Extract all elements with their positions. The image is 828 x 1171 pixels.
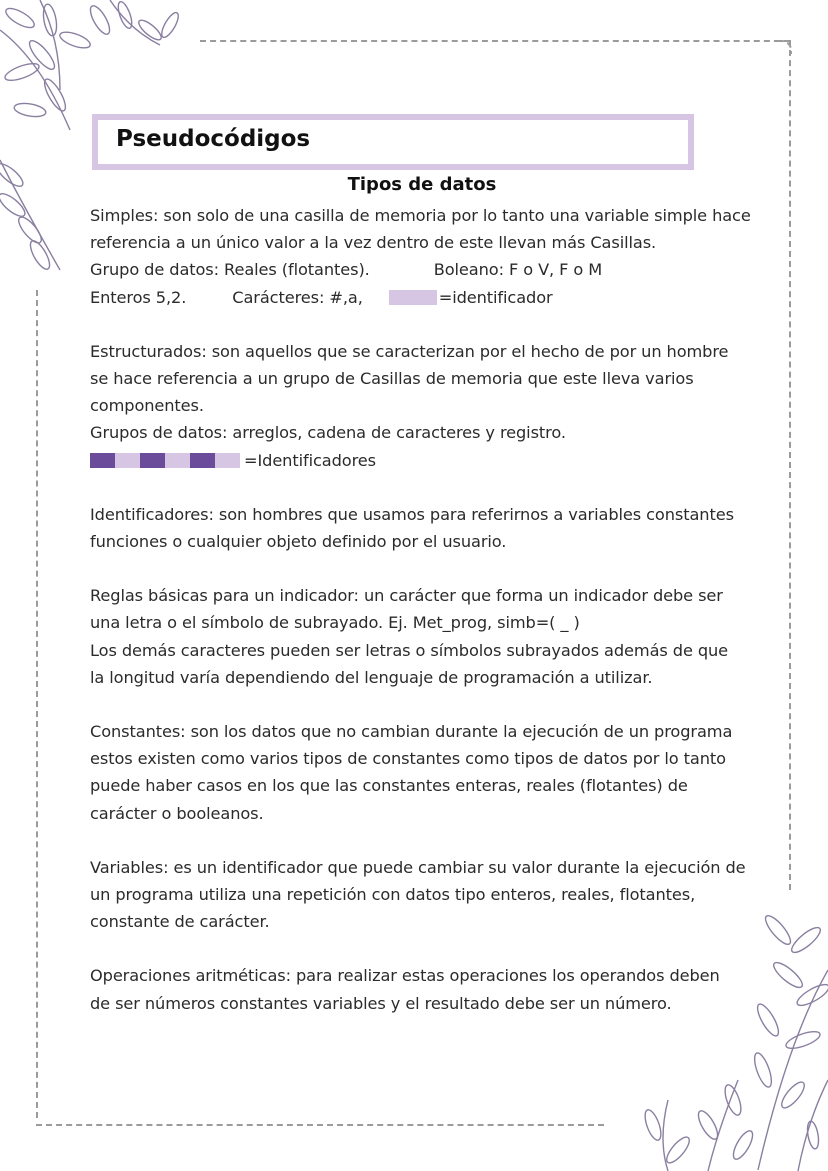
- estructurados-line-2: se hace referencia a un grupo de Casillas de memoria que este lleva varios: [90, 369, 694, 389]
- reglas-line-2: una letra o el símbolo de subrayado. Ej. Met_prog, simb=( _ ): [90, 613, 580, 633]
- simples-enteros-text: Enteros 5,2.: [90, 287, 187, 307]
- identificadores-line-2: funciones o cualquier objeto definido por el usuario.: [90, 532, 507, 552]
- estructurados-line-1: Estructurados: son aquellos que se caracterizan por el hecho de por un hombre: [90, 341, 729, 361]
- estructurados-line-4: Grupos de datos: arreglos, cadena de caracteres y registro.: [90, 423, 566, 443]
- constantes-line-1: Constantes: son los datos que no cambian durante la ejecución de un programa: [90, 722, 733, 742]
- estructurados-identificadores-text: =Identificadores: [244, 450, 376, 470]
- reglas-line-3: Los demás caracteres pueden ser letras o símbolos subrayados además de que: [90, 640, 729, 660]
- multi-cell-swatch: [90, 453, 240, 468]
- simples-line-1: Simples: son solo de una casilla de memoria por lo tanto una variable simple hace: [90, 206, 751, 225]
- operaciones-line-1: Operaciones aritméticas: para realizar estas operaciones los operandos deben: [90, 966, 720, 986]
- variables-line-3: constante de carácter.: [90, 912, 270, 932]
- single-cell-swatch: [389, 290, 437, 305]
- estructurados-line-3: componentes.: [90, 396, 204, 416]
- frame-border-top: [200, 40, 790, 42]
- simples-line-4: [90, 284, 760, 311]
- constantes-line-3: puede haber casos en los que las constantes enteras, reales (flotantes) de: [90, 776, 688, 796]
- identificadores-line-1: Identificadores: son hombres que usamos para referirnos a variables constantes: [90, 504, 734, 524]
- constantes-line-2: estos existen como varios tipos de constantes como tipos de datos por lo tanto: [90, 749, 726, 769]
- reglas-line-1: Reglas básicas para un indicador: un carácter que forma un indicador debe ser: [90, 586, 723, 606]
- simples-boleano-text: Boleano: F o V, F o M: [433, 260, 603, 280]
- title-box: [92, 114, 694, 170]
- variables-line-1: Variables: es un identificador que puede cambiar su valor durante la ejecución de: [90, 857, 746, 877]
- page-title: Pseudocódigos: [116, 126, 311, 152]
- document-body: [90, 202, 760, 1017]
- frame-border-left: [36, 290, 38, 1118]
- reglas-line-4: la longitud varía dependiendo del lenguaje de programación a utilizar.: [90, 667, 653, 687]
- simples-identificador-text: =identificador: [438, 287, 553, 307]
- simples-line-2: referencia a un único valor a la vez dentro de este llevan más Casillas.: [90, 233, 657, 253]
- simples-grupo-text: Grupo de datos: Reales (flotantes).: [90, 260, 370, 280]
- simples-caracteres-text: Carácteres: #,a,: [232, 287, 363, 307]
- variables-line-2: un programa utiliza una repetición con datos tipo enteros, reales, flotantes,: [90, 885, 696, 905]
- frame-border-bottom: [36, 1124, 604, 1126]
- operaciones-line-2: de ser números constantes variables y el resultado debe ser un número.: [90, 993, 672, 1013]
- section-subtitle: Tipos de datos: [347, 174, 497, 195]
- simples-line-3: [90, 256, 760, 283]
- frame-border-right: [789, 40, 791, 890]
- estructurados-line-5: [90, 447, 760, 474]
- constantes-line-4: carácter o booleanos.: [90, 803, 264, 823]
